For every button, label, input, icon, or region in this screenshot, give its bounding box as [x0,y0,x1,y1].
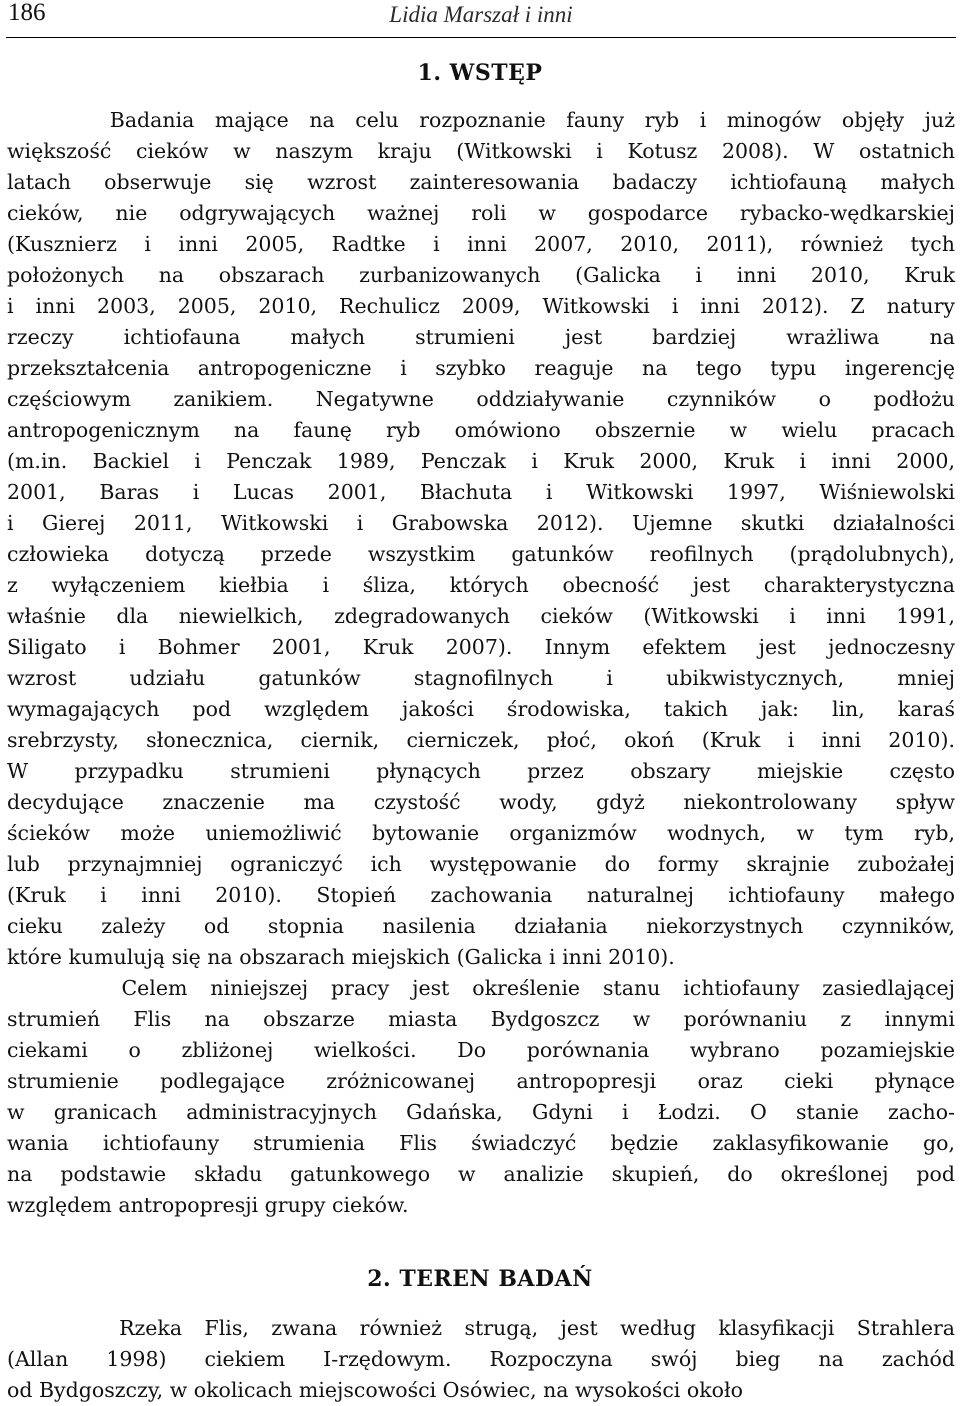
text-line: wymagających pod względem jakości środowiska, takich jak: lin, karaś [7,697,955,721]
text-line: strumienie podlegające zróżnicowanej antropopresji oraz cieki płynące [7,1069,955,1093]
text-line: i inni 2003, 2005, 2010, Rechulicz 2009, Witkowski i inni 2012). Z natury [7,294,955,318]
paragraph-intro-1 [7,105,955,973]
text-line: srebrzysty, słonecznica, ciernik, cierniczek, płoć, okoń (Kruk i inni 2010). [7,728,955,752]
text-line: cieków, nie odgrywających ważnej roli w gospodarce rybacko-wędkarskiej [7,201,955,225]
text-line: Rzeka Flis, zwana również strugą, jest według klasyfikacji Strahlera [7,1316,955,1340]
text-line: które kumulują się na obszarach miejskich (Galicka i inni 2010). [7,945,675,969]
text-line: antropogenicznym na faunę ryb omówiono obszernie w wielu pracach [7,418,955,442]
text-line: i Gierej 2011, Witkowski i Grabowska 2012). Ujemne skutki działalności [7,511,955,535]
text-line: Siligato i Bohmer 2001, Kruk 2007). Innym efektem jest jednoczesny [7,635,955,659]
text-line: wania ichtiofauny strumienia Flis świadczyć będzie zaklasyfikowanie go, [7,1131,955,1155]
text-line: (Kruk i inni 2010). Stopień zachowania naturalnej ichtiofauny małego [7,883,955,907]
text-line: ciekami o zbliżonej wielkości. Do porównania wybrano pozamiejskie [7,1038,955,1062]
text-line: Celem niniejszej pracy jest określenie stanu ichtiofauny zasiedlającej [7,976,955,1000]
text-line: od Bydgoszczy, w okolicach miejscowości Osówiec, na wysokości około [7,1378,743,1402]
running-title: Lidia Marszał i inni [389,2,573,27]
text-line: (m.in. Backiel i Penczak 1989, Penczak i Kruk 2000, Kruk i inni 2000, [7,449,955,473]
text-line: (Kusznierz i inni 2005, Radtke i inni 2007, 2010, 2011), również tych [7,232,955,256]
text-line: strumień Flis na obszarze miasta Bydgoszcz w porównaniu z innymi [7,1007,955,1031]
page-header [6,0,956,38]
page-number: 186 [8,0,46,26]
text-line: latach obserwuje się wzrost zainteresowania badaczy ichtiofauną małych [7,170,955,194]
text-line: względem antropopresji grupy cieków. [7,1193,409,1217]
text-line: człowieka dotyczą przede wszystkim gatunków reofilnych (prądolubnych), [7,542,955,566]
text-line: W przypadku strumieni płynących przez obszary miejskie często [7,759,955,783]
text-line: przekształcenia antropogeniczne i szybko reaguje na tego typu ingerencję [7,356,955,380]
text-line: większość cieków w naszym kraju (Witkowski i Kotusz 2008). W ostatnich [7,139,955,163]
text-line: w granicach administracyjnych Gdańska, Gdyni i Łodzi. O stanie zacho- [7,1100,955,1124]
text-line: położonych na obszarach zurbanizowanych (Galicka i inni 2010, Kruk [7,263,955,287]
text-line: decydujące znaczenie ma czystość wody, gdyż niekontrolowany spływ [7,790,955,814]
text-line: ścieków może uniemożliwić bytowanie organizmów wodnych, w tym ryb, [7,821,955,845]
text-line: rzeczy ichtiofauna małych strumieni jest bardziej wrażliwa na [7,325,955,349]
text-line: z wyłączeniem kiełbia i śliza, których obecność jest charakterystyczna [7,573,955,597]
text-line: na podstawie składu gatunkowego w analizie skupień, do określonej pod [7,1162,955,1186]
section-heading-intro: 1. WSTĘP [417,60,543,86]
text-line: właśnie dla niewielkich, zdegradowanych cieków (Witkowski i inni 1991, [7,604,955,628]
text-line: częściowym zanikiem. Negatywne oddziaływanie czynników o podłożu [7,387,955,411]
text-line: (Allan 1998) ciekiem I-rzędowym. Rozpoczyna swój bieg na zachód [7,1347,955,1371]
text-line: 2001, Baras i Lucas 2001, Błachuta i Witkowski 1997, Wiśniewolski [7,480,955,504]
section-heading-study-area: 2. TEREN BADAŃ [367,1266,593,1292]
text-line: wzrost udziału gatunków stagnofilnych i ubikwistycznych, mniej [7,666,955,690]
text-line: Badania mające na celu rozpoznanie fauny ryb i minogów objęły już [7,108,955,132]
text-line: cieku zależy od stopnia nasilenia działania niekorzystnych czynników, [7,914,955,938]
paragraph-intro-2 [7,973,955,1221]
paragraph-study-area-1 [7,1313,955,1406]
text-line: lub przynajmniej ograniczyć ich występowanie do formy skrajnie zubożałej [7,852,955,876]
